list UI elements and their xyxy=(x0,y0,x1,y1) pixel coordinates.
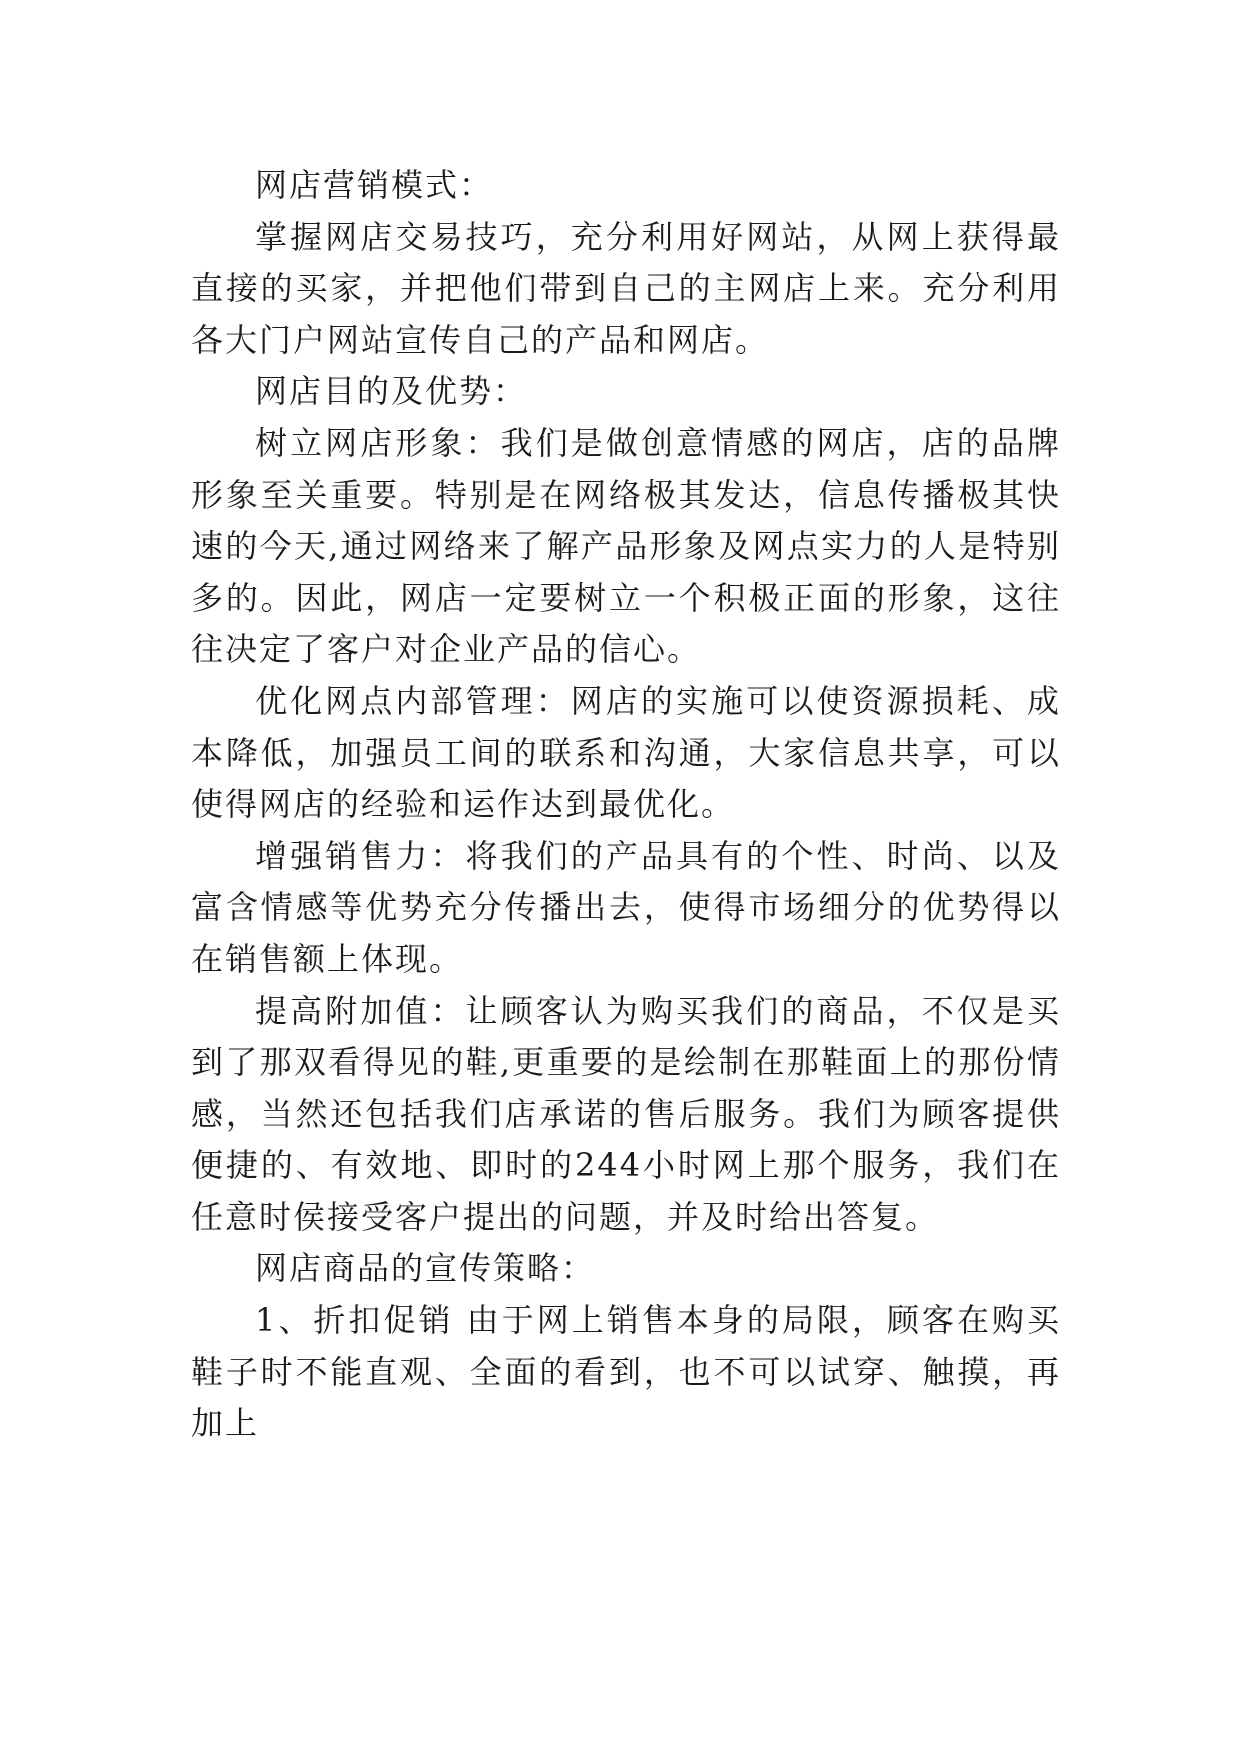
section-heading-purpose-advantages: 网店目的及优势： xyxy=(255,372,528,411)
paragraph-discount-promotion: 1、折扣促销 由于网上销售本身的局限，顾客在购买鞋子时不能直观、全面的看到，也不可以试穿、触摸，再加上 xyxy=(191,1301,1061,1443)
paragraph-sales-power: 增强销售力：将我们的产品具有的个性、时尚、以及富含情感等优势充分传播出去，使得市场细分的优势得以在销售额上体现。 xyxy=(191,836,1061,978)
section-heading-marketing-mode: 网店营销模式： xyxy=(255,166,494,204)
paragraph-brand-image: 树立网店形象：我们是做创意情感的网店，店的品牌形象至关重要。特别是在网络极其发达，信息传播极其快速的今天,通过网络来了解产品形象及网点实力的人是特别多的。因此，网店一定要树立一个积极正面的形象，这往往决定了客户对企业产品的信心。 xyxy=(191,423,1061,669)
paragraph-internal-management: 优化网点内部管理：网店的实施可以使资源损耗、成本降低，加强员工间的联系和沟通，大家信息共享，可以使得网店的经验和运作达到最优化。 xyxy=(191,681,1061,824)
paragraph-marketing-mode: 掌握网店交易技巧，充分利用好网站，从网上获得最直接的买家，并把他们带到自己的主网店上来。充分利用各大门户网站宣传自己的产品和网店。 xyxy=(191,217,1061,359)
document-body xyxy=(191,160,1061,1450)
section-heading-promotion-strategy: 网店商品的宣传策略： xyxy=(255,1249,596,1288)
paragraph-added-value: 提高附加值：让顾客认为购买我们的商品，不仅是买到了那双看得见的鞋,更重要的是绘制在那鞋面上的那份情感，当然还包括我们店承诺的售后服务。我们为顾客提供便捷的、有效地、即时的244小时网上那个服务，我们在任意时侯接受客户提出的问题，并及时给出答复。 xyxy=(191,991,1061,1236)
